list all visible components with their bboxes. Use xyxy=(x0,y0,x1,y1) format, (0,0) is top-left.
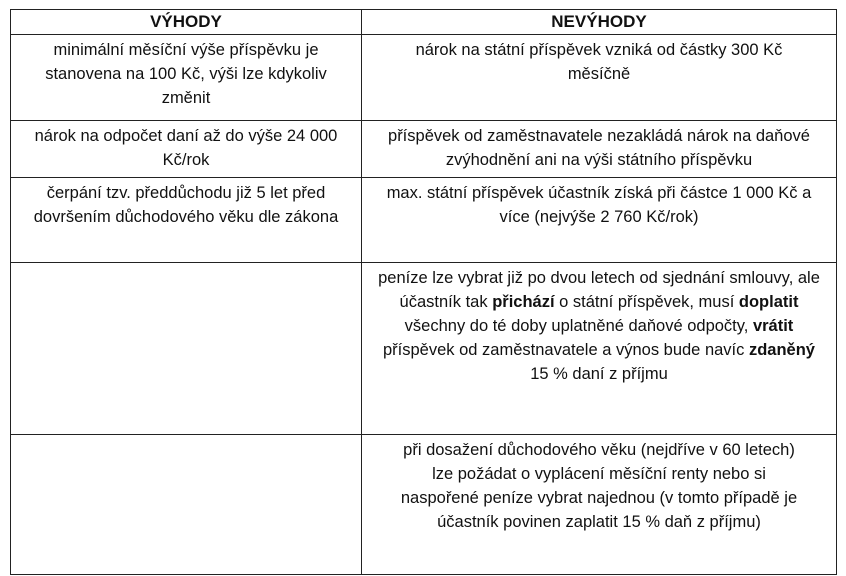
advantage-cell: minimální měsíční výše příspěvku je stanovena na 100 Kč, výši lze kdykoliv změnit xyxy=(11,35,362,121)
header-disadvantages: NEVÝHODY xyxy=(362,10,837,35)
table-header-row xyxy=(11,10,837,35)
advantage-cell xyxy=(11,435,362,575)
disadvantage-cell: při dosažení důchodového věku (nejdříve v 60 letech) lze požádat o vyplácení měsíční renty nebo si naspořené peníze vybrat najednou (v tomto případě je účastník povinen zaplatit 15 % daň z příjmu) xyxy=(362,435,837,575)
table-row xyxy=(11,178,837,263)
advantage-cell xyxy=(11,263,362,435)
disadvantage-cell: max. státní příspěvek účastník získá při částce 1 000 Kč a více (nejvýše 2 760 Kč/rok) xyxy=(362,178,837,263)
disadvantage-cell: nárok na státní příspěvek vzniká od částky 300 Kč měsíčně xyxy=(362,35,837,121)
table-row xyxy=(11,121,837,178)
table-row xyxy=(11,263,837,435)
disadvantage-text: o státní příspěvek, musí xyxy=(554,293,739,311)
table-row xyxy=(11,435,837,575)
disadvantage-text: 15 % daní z příjmu xyxy=(530,365,668,383)
header-advantages: VÝHODY xyxy=(11,10,362,35)
advantage-cell: nárok na odpočet daní až do výše 24 000 Kč/rok xyxy=(11,121,362,178)
emphasis-text: zdaněný xyxy=(748,341,815,359)
disadvantage-text: peníze lze vybrat již po dvou letech od sjednání smlouvy, ale účastník tak xyxy=(378,269,820,311)
table-row xyxy=(11,35,837,121)
disadvantage-text: příspěvek od zaměstnavatele a výnos bude navíc xyxy=(383,341,749,359)
disadvantage-cell xyxy=(362,263,837,435)
disadvantage-text: všechny do té doby uplatněné daňové odpočty, xyxy=(404,317,753,335)
advantage-cell: čerpání tzv. předdůchodu již 5 let před dovršením důchodového věku dle zákona xyxy=(11,178,362,263)
emphasis-text: doplatit xyxy=(738,293,799,311)
emphasis-text: přichází xyxy=(492,293,555,311)
disadvantage-cell: příspěvek od zaměstnavatele nezakládá nárok na daňové zvýhodnění ani na výši státního příspěvku xyxy=(362,121,837,178)
comparison-table xyxy=(10,9,837,575)
emphasis-text: vrátit xyxy=(752,317,794,335)
